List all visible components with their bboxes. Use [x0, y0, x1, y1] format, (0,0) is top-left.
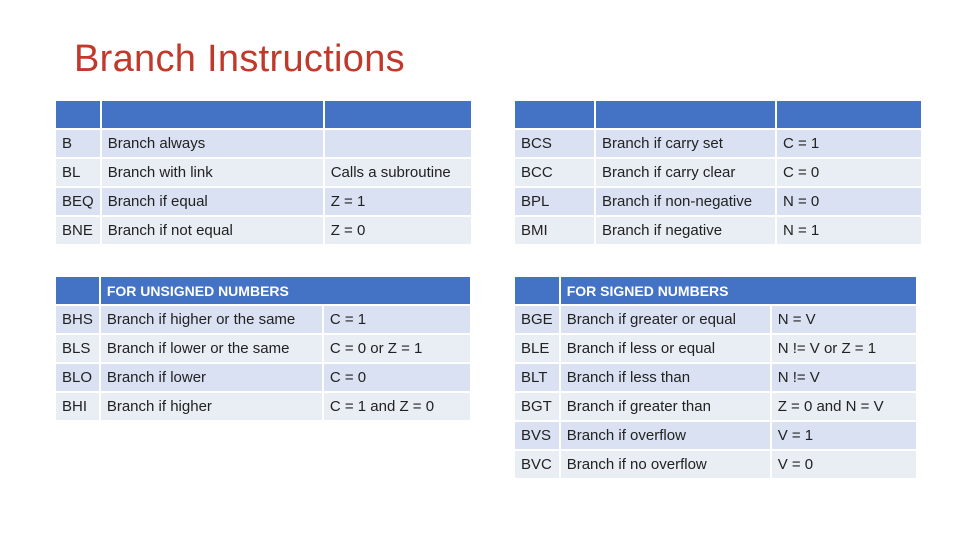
condition-cell: C = 1 [324, 306, 470, 333]
description-cell: Branch if less than [561, 364, 770, 391]
page-title: Branch Instructions [74, 38, 405, 80]
description-cell: Branch if equal [102, 188, 323, 215]
mnemonic-cell: BVS [515, 422, 559, 449]
condition-cell: N = V [772, 306, 916, 333]
condition-cell: Z = 1 [325, 188, 471, 215]
mnemonic-cell: BCC [515, 159, 594, 186]
description-cell: Branch if less or equal [561, 335, 770, 362]
mnemonic-cell: BHS [56, 306, 99, 333]
description-cell: Branch if higher [101, 393, 322, 420]
description-cell: Branch if non-negative [596, 188, 775, 215]
mnemonic-cell: BPL [515, 188, 594, 215]
table-flag-branches [513, 99, 923, 246]
table-row [515, 217, 921, 244]
mnemonic-cell: BLE [515, 335, 559, 362]
mnemonic-cell: BVC [515, 451, 559, 478]
mnemonic-cell: BLT [515, 364, 559, 391]
mnemonic-cell: BHI [56, 393, 99, 420]
table-row [56, 217, 471, 244]
description-cell: Branch if greater than [561, 393, 770, 420]
table-row [56, 306, 470, 333]
description-cell: Branch if carry clear [596, 159, 775, 186]
mnemonic-cell: BMI [515, 217, 594, 244]
condition-cell: C = 1 [777, 130, 921, 157]
mnemonic-cell: BNE [56, 217, 100, 244]
description-cell: Branch with link [102, 159, 323, 186]
description-cell: Branch if greater or equal [561, 306, 770, 333]
condition-cell: C = 0 or Z = 1 [324, 335, 470, 362]
table-row [56, 335, 470, 362]
header-cell [56, 101, 100, 128]
table-row [515, 393, 916, 420]
condition-cell: V = 0 [772, 451, 916, 478]
mnemonic-cell: BGE [515, 306, 559, 333]
mnemonic-cell: BLS [56, 335, 99, 362]
condition-cell: Z = 0 [325, 217, 471, 244]
condition-cell: N = 0 [777, 188, 921, 215]
table-row [515, 130, 921, 157]
header-cell [56, 277, 99, 304]
table-row [515, 364, 916, 391]
description-cell: Branch if lower [101, 364, 322, 391]
table-row [56, 393, 470, 420]
table-row [515, 422, 916, 449]
condition-cell [325, 130, 471, 157]
description-cell: Branch if negative [596, 217, 775, 244]
description-cell: Branch if lower or the same [101, 335, 322, 362]
condition-cell: C = 0 [777, 159, 921, 186]
table-header-row [515, 277, 916, 304]
description-cell: Branch if not equal [102, 217, 323, 244]
header-cell [596, 101, 775, 128]
condition-cell: N = 1 [777, 217, 921, 244]
header-cell [515, 101, 594, 128]
description-cell: Branch if carry set [596, 130, 775, 157]
mnemonic-cell: BCS [515, 130, 594, 157]
table-unsigned-branches [54, 275, 472, 422]
condition-cell: N != V or Z = 1 [772, 335, 916, 362]
table-header-row [56, 277, 470, 304]
description-cell: Branch always [102, 130, 323, 157]
table-basic-branches [54, 99, 473, 246]
condition-cell: V = 1 [772, 422, 916, 449]
section-header-unsigned: FOR UNSIGNED NUMBERS [101, 277, 470, 304]
description-cell: Branch if overflow [561, 422, 770, 449]
mnemonic-cell: BGT [515, 393, 559, 420]
table-row [56, 188, 471, 215]
header-cell [515, 277, 559, 304]
header-cell [777, 101, 921, 128]
condition-cell: C = 0 [324, 364, 470, 391]
table-row [56, 159, 471, 186]
header-cell [325, 101, 471, 128]
condition-cell: Z = 0 and N = V [772, 393, 916, 420]
condition-cell: Calls a subroutine [325, 159, 471, 186]
table-row [515, 306, 916, 333]
table-row [56, 364, 470, 391]
mnemonic-cell: BL [56, 159, 100, 186]
condition-cell: C = 1 and Z = 0 [324, 393, 470, 420]
section-header-signed: FOR SIGNED NUMBERS [561, 277, 916, 304]
table-signed-branches [513, 275, 918, 480]
condition-cell: N != V [772, 364, 916, 391]
mnemonic-cell: BLO [56, 364, 99, 391]
table-row [515, 188, 921, 215]
table-header-row [56, 101, 471, 128]
table-header-row [515, 101, 921, 128]
description-cell: Branch if no overflow [561, 451, 770, 478]
table-row [515, 159, 921, 186]
mnemonic-cell: BEQ [56, 188, 100, 215]
table-row [515, 335, 916, 362]
description-cell: Branch if higher or the same [101, 306, 322, 333]
table-row [515, 451, 916, 478]
mnemonic-cell: B [56, 130, 100, 157]
table-row [56, 130, 471, 157]
header-cell [102, 101, 323, 128]
